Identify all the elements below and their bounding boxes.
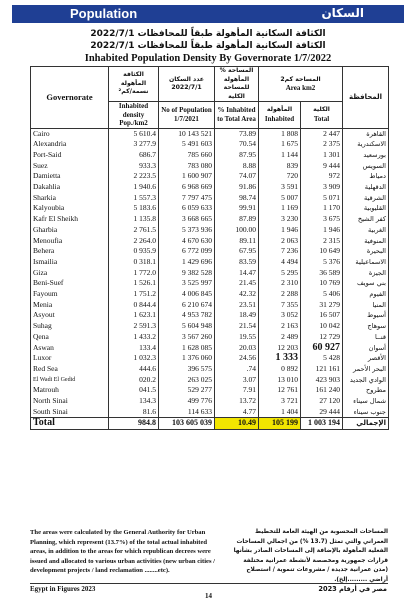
cell-governorate-ar: مطروح: [343, 385, 389, 396]
header-inhabited: المأهولة Inhabited: [259, 102, 301, 129]
cell-area-inhabited: 1 404: [259, 407, 301, 418]
cell-governorate-ar: سوهاج: [343, 321, 389, 332]
cell-density: 1 526.1: [109, 278, 159, 289]
cell-governorate-en: Beni-Suef: [31, 278, 109, 289]
cell-area-total: 60 927: [301, 343, 343, 354]
cell-density: 1 135.8: [109, 214, 159, 225]
cell-governorate-ar: شمال سيناء: [343, 396, 389, 407]
footnote-ar: المساحات المحسوبة من الهيئة العامة للتخطيط العمراني والتي تمثل (13.7 %) من اجمالي المساحات الفعلية المأهولة بالإضافة إلى المساحات الصادر بشأنها قرارات جمهورية ومخصصة لأنشطة عمرانية مختلفة (مدن عمرانية جديدة / مشروعات تنموية / استصلاح أراضي .........إلخ).: [233, 529, 388, 583]
cell-area-inhabited: 13 010: [259, 375, 301, 386]
cell-governorate-en: Menoufia: [31, 236, 109, 247]
cell-area-total: 1 946: [301, 225, 343, 236]
cell-density: 1 623.1: [109, 310, 159, 321]
table-row: [31, 139, 389, 150]
footer-publication-en: Egypt in Figures 2023: [30, 585, 96, 593]
cell-area-inhabited: 1 946: [259, 225, 301, 236]
total-row: [31, 418, 389, 430]
cell-governorate-ar: الفيوم: [343, 289, 389, 300]
cell-governorate-ar: الأقصر: [343, 353, 389, 364]
cell-area-inhabited: 12 761: [259, 385, 301, 396]
title-ar-1: الكثافة السكانية المأهولة طبقاً للمحافظات 2022/7/1: [90, 29, 326, 39]
cell-density: 2 264.0: [109, 236, 159, 247]
cell-governorate-ar: دمياط: [343, 171, 389, 182]
cell-population: 4 006 845: [159, 289, 215, 300]
cell-area-inhabited: 1 808: [259, 128, 301, 139]
section-title-ar: السكان: [321, 6, 364, 20]
cell-governorate-en: Sharkia: [31, 193, 109, 204]
cell-density: 933.3: [109, 161, 159, 172]
cell-population: 114 633: [159, 407, 215, 418]
cell-governorate-ar: البحر الأحمر: [343, 364, 389, 375]
cell-population: 263 025: [159, 375, 215, 386]
cell-pct-inhabited: 67.95: [215, 246, 259, 257]
cell-area-total: 5 428: [301, 353, 343, 364]
table-row: [31, 385, 389, 396]
cell-area-inhabited: 2 489: [259, 332, 301, 343]
cell-area-total: 10 042: [301, 321, 343, 332]
cell-governorate-en: Red Sea: [31, 364, 109, 375]
cell-population: 783 080: [159, 161, 215, 172]
table-row: [31, 182, 389, 193]
cell-governorate-en: Ismailia: [31, 257, 109, 268]
cell-density: 1 032.3: [109, 353, 159, 364]
cell-pct-inhabited: 91.86: [215, 182, 259, 193]
cell-governorate-en: Alexandria: [31, 139, 109, 150]
cell-area-inhabited: 2 163: [259, 321, 301, 332]
table-row: [31, 257, 389, 268]
cell-governorate-en: Fayoum: [31, 289, 109, 300]
cell-density: 5 183.6: [109, 203, 159, 214]
cell-governorate-en: El Wadi El Gedid: [31, 375, 109, 386]
cell-area-total: 16 507: [301, 310, 343, 321]
cell-pct-inhabited: 74.07: [215, 171, 259, 182]
cell-governorate-en: Suhag: [31, 321, 109, 332]
cell-population: 529 277: [159, 385, 215, 396]
cell-governorate-en: Behera: [31, 246, 109, 257]
total-area-inhabited: 105 199: [259, 418, 301, 430]
cell-governorate-ar: المنوفية: [343, 236, 389, 247]
cell-pct-inhabited: 100.00: [215, 225, 259, 236]
cell-area-total: 2 447: [301, 128, 343, 139]
cell-area-inhabited: 2 288: [259, 289, 301, 300]
table-row: [31, 310, 389, 321]
cell-area-total: 10 769: [301, 278, 343, 289]
cell-area-total: 10 649: [301, 246, 343, 257]
cell-density: 0 935.9: [109, 246, 159, 257]
cell-pct-inhabited: 83.59: [215, 257, 259, 268]
table-row: [31, 214, 389, 225]
cell-area-inhabited: 3 052: [259, 310, 301, 321]
table-row: [31, 128, 389, 139]
table-row: [31, 321, 389, 332]
cell-area-inhabited: 1 169: [259, 203, 301, 214]
total-density: 984.8: [109, 418, 159, 430]
cell-pct-inhabited: 24.56: [215, 353, 259, 364]
cell-area-inhabited: 720: [259, 171, 301, 182]
header-pct-ar: % المساحة المأهولة للمساحة الكلية: [215, 67, 259, 102]
cell-governorate-en: Luxor: [31, 353, 109, 364]
cell-area-total: 5 376: [301, 257, 343, 268]
cell-population: 3 567 260: [159, 332, 215, 343]
table-titles: [12, 28, 404, 66]
cell-area-inhabited: 12 203: [259, 343, 301, 354]
table-row: [31, 150, 389, 161]
cell-governorate-ar: جنوب سيناء: [343, 407, 389, 418]
cell-area-inhabited: 1 144: [259, 150, 301, 161]
cell-population: 5 604 948: [159, 321, 215, 332]
cell-population: 5 491 603: [159, 139, 215, 150]
header-total: الكلية Total: [301, 102, 343, 129]
cell-governorate-ar: الشرقية: [343, 193, 389, 204]
cell-density: 020.2: [109, 375, 159, 386]
table-row: [31, 193, 389, 204]
header-pct-en: % Inhabited to Total Area: [215, 102, 259, 129]
table-row: [31, 300, 389, 311]
cell-density: 1 772.0: [109, 268, 159, 279]
cell-density: 0 318.1: [109, 257, 159, 268]
cell-density: 1 751.2: [109, 289, 159, 300]
cell-density: 041.5: [109, 385, 159, 396]
cell-pct-inhabited: 14.47: [215, 268, 259, 279]
cell-pct-inhabited: 3.07: [215, 375, 259, 386]
cell-density: 444.6: [109, 364, 159, 375]
cell-governorate-en: Cairo: [31, 128, 109, 139]
cell-governorate-en: Aswan: [31, 343, 109, 354]
cell-population: 1 600 907: [159, 171, 215, 182]
cell-population: 4 670 630: [159, 236, 215, 247]
footnote-en: The areas were calculated by the General Authority for Urban Planning, which represent (13.7%) of the total actual inhabited areas, in addition to the areas for which republican decrees were issued and allocated to various urban activities (new urban cities / development projects / land reclamation ........etc).: [30, 529, 215, 575]
footer-divider: [30, 583, 388, 584]
cell-governorate-ar: قنــا: [343, 332, 389, 343]
cell-area-total: 2 315: [301, 236, 343, 247]
cell-pct-inhabited: 87.89: [215, 214, 259, 225]
cell-population: 10 143 521: [159, 128, 215, 139]
page-number: 14: [205, 592, 212, 600]
cell-area-total: 9 444: [301, 161, 343, 172]
cell-governorate-ar: بني سويف: [343, 278, 389, 289]
table-row: [31, 225, 389, 236]
cell-governorate-en: North Sinai: [31, 396, 109, 407]
cell-area-inhabited: 839: [259, 161, 301, 172]
cell-density: 0 844.4: [109, 300, 159, 311]
cell-area-inhabited: 5 007: [259, 193, 301, 204]
cell-population: 6 210 674: [159, 300, 215, 311]
cell-area-inhabited: 7 236: [259, 246, 301, 257]
table-body: [31, 128, 389, 418]
total-label-en: Total: [31, 418, 109, 430]
cell-pct-inhabited: 99.91: [215, 203, 259, 214]
footer-publication-ar: مصر في أرقام 2023: [318, 585, 387, 593]
cell-population: 9 382 528: [159, 268, 215, 279]
header-governorate-ar: المحافظة: [343, 67, 389, 129]
cell-pct-inhabited: 20.03: [215, 343, 259, 354]
cell-governorate-ar: القليوبية: [343, 203, 389, 214]
cell-population: 4 953 782: [159, 310, 215, 321]
cell-governorate-en: Port-Said: [31, 150, 109, 161]
cell-pct-inhabited: 7.91: [215, 385, 259, 396]
total-area-total: 1 003 194: [301, 418, 343, 430]
total-population: 103 605 039: [159, 418, 215, 430]
cell-pct-inhabited: 21.54: [215, 321, 259, 332]
cell-area-total: 12 729: [301, 332, 343, 343]
cell-area-inhabited: 2 063: [259, 236, 301, 247]
header-pop-en: No of Population 1/7/2021: [159, 102, 215, 129]
cell-governorate-ar: الاسماعيلية: [343, 257, 389, 268]
table-row: [31, 203, 389, 214]
cell-area-total: 972: [301, 171, 343, 182]
cell-governorate-ar: الغربية: [343, 225, 389, 236]
cell-area-inhabited: 3 721: [259, 396, 301, 407]
cell-density: 133.4: [109, 343, 159, 354]
header-area-group: المساحة كم2 Area km2: [259, 67, 343, 102]
cell-governorate-en: Dakahlia: [31, 182, 109, 193]
cell-density: 2 591.3: [109, 321, 159, 332]
table-row: [31, 375, 389, 386]
cell-density: 3 277.9: [109, 139, 159, 150]
cell-pct-inhabited: 4.77: [215, 407, 259, 418]
cell-area-total: 161 240: [301, 385, 343, 396]
cell-area-inhabited: 3 230: [259, 214, 301, 225]
cell-density: 5 610.4: [109, 128, 159, 139]
cell-area-total: 423 903: [301, 375, 343, 386]
cell-governorate-en: Suez: [31, 161, 109, 172]
cell-population: 1 628 085: [159, 343, 215, 354]
table-row: [31, 171, 389, 182]
cell-governorate-en: Giza: [31, 268, 109, 279]
cell-pct-inhabited: 13.72: [215, 396, 259, 407]
cell-density: 1 940.6: [109, 182, 159, 193]
cell-governorate-en: Kafr El Sheikh: [31, 214, 109, 225]
cell-governorate-ar: القاهرة: [343, 128, 389, 139]
cell-pct-inhabited: 8.88: [215, 161, 259, 172]
cell-governorate-ar: أسيوط: [343, 310, 389, 321]
cell-pct-inhabited: 89.11: [215, 236, 259, 247]
section-banner: [12, 5, 404, 23]
section-title-en: Population: [70, 6, 138, 21]
cell-pct-inhabited: 98.74: [215, 193, 259, 204]
cell-population: 1 376 060: [159, 353, 215, 364]
cell-governorate-ar: المنيا: [343, 300, 389, 311]
cell-area-total: 31 279: [301, 300, 343, 311]
header-governorate-en: Governorate: [31, 67, 109, 129]
cell-pct-inhabited: 19.55: [215, 332, 259, 343]
title-ar-2: الكثافة السكانية المأهولة طبقاً للمحافظات 2022/7/1: [90, 41, 326, 51]
cell-governorate-en: Matrouh: [31, 385, 109, 396]
header-density-ar: الكثافة المأهولة نسمة/كم²: [109, 67, 159, 102]
cell-pct-inhabited: 70.54: [215, 139, 259, 150]
table-row: [31, 236, 389, 247]
cell-pct-inhabited: 87.95: [215, 150, 259, 161]
cell-pct-inhabited: 23.51: [215, 300, 259, 311]
cell-area-total: 2 375: [301, 139, 343, 150]
table-row: [31, 246, 389, 257]
cell-governorate-ar: السويس: [343, 161, 389, 172]
cell-governorate-en: Gharbia: [31, 225, 109, 236]
cell-area-total: 3 909: [301, 182, 343, 193]
cell-governorate-en: Kalyoubia: [31, 203, 109, 214]
cell-pct-inhabited: 21.45: [215, 278, 259, 289]
cell-population: 396 575: [159, 364, 215, 375]
cell-area-inhabited: 5 295: [259, 268, 301, 279]
cell-area-total: 29 444: [301, 407, 343, 418]
table-row: [31, 278, 389, 289]
cell-area-total: 36 589: [301, 268, 343, 279]
density-table: [30, 66, 389, 430]
total-pct-inhabited: 10.49: [215, 418, 259, 430]
cell-density: 686.7: [109, 150, 159, 161]
cell-density: 2 223.5: [109, 171, 159, 182]
header-pop-ar: عدد السكان 2022/7/1: [159, 67, 215, 102]
cell-governorate-en: South Sinai: [31, 407, 109, 418]
cell-area-inhabited: 4 494: [259, 257, 301, 268]
table-row: [31, 364, 389, 375]
cell-density: 2 761.5: [109, 225, 159, 236]
cell-population: 499 776: [159, 396, 215, 407]
table-row: [31, 407, 389, 418]
cell-density: 1 433.2: [109, 332, 159, 343]
cell-population: 6 968 669: [159, 182, 215, 193]
cell-population: 1 429 696: [159, 257, 215, 268]
total-label-ar: الإجمالي: [343, 418, 389, 430]
cell-governorate-ar: بورسعيد: [343, 150, 389, 161]
cell-density: 81.6: [109, 407, 159, 418]
cell-governorate-ar: البحيرة: [343, 246, 389, 257]
cell-governorate-en: Asyout: [31, 310, 109, 321]
cell-pct-inhabited: 18.49: [215, 310, 259, 321]
cell-population: 6 059 633: [159, 203, 215, 214]
cell-area-total: 27 120: [301, 396, 343, 407]
cell-population: 3 668 665: [159, 214, 215, 225]
cell-governorate-ar: الوادي الجديد: [343, 375, 389, 386]
cell-population: 3 525 997: [159, 278, 215, 289]
cell-density: 134.3: [109, 396, 159, 407]
cell-pct-inhabited: 42.32: [215, 289, 259, 300]
cell-governorate-ar: الدقهلية: [343, 182, 389, 193]
cell-area-inhabited: 0 892: [259, 364, 301, 375]
table-row: [31, 396, 389, 407]
cell-area-total: 5 071: [301, 193, 343, 204]
table-row: [31, 161, 389, 172]
cell-pct-inhabited: 73.89: [215, 128, 259, 139]
cell-area-inhabited: 2 310: [259, 278, 301, 289]
table-row: [31, 353, 389, 364]
cell-area-total: 5 406: [301, 289, 343, 300]
table-row: [31, 343, 389, 354]
cell-governorate-en: Damietta: [31, 171, 109, 182]
cell-governorate-ar: الجيزة: [343, 268, 389, 279]
cell-pct-inhabited: .74: [215, 364, 259, 375]
title-en: Inhabited Population Density By Governorate 1/7/2022: [84, 53, 332, 64]
header-density-en: Inhabited density Pop./km2: [109, 102, 159, 129]
cell-density: 1 557.3: [109, 193, 159, 204]
cell-area-total: 121 161: [301, 364, 343, 375]
cell-area-total: 1 301: [301, 150, 343, 161]
cell-population: 5 373 936: [159, 225, 215, 236]
cell-governorate-ar: الاسكندرية: [343, 139, 389, 150]
cell-population: 6 772 099: [159, 246, 215, 257]
cell-area-inhabited: 1 675: [259, 139, 301, 150]
cell-area-total: 3 675: [301, 214, 343, 225]
cell-population: 7 797 475: [159, 193, 215, 204]
table-row: [31, 289, 389, 300]
table-row: [31, 332, 389, 343]
cell-governorate-en: Menia: [31, 300, 109, 311]
cell-governorate-ar: كفر الشيخ: [343, 214, 389, 225]
cell-population: 785 660: [159, 150, 215, 161]
cell-governorate-ar: أسوان: [343, 343, 389, 354]
table-row: [31, 268, 389, 279]
cell-governorate-en: Qena: [31, 332, 109, 343]
cell-area-inhabited: 7 355: [259, 300, 301, 311]
cell-area-inhabited: 3 591: [259, 182, 301, 193]
cell-area-total: 1 170: [301, 203, 343, 214]
cell-area-inhabited: 1 333: [259, 353, 301, 364]
